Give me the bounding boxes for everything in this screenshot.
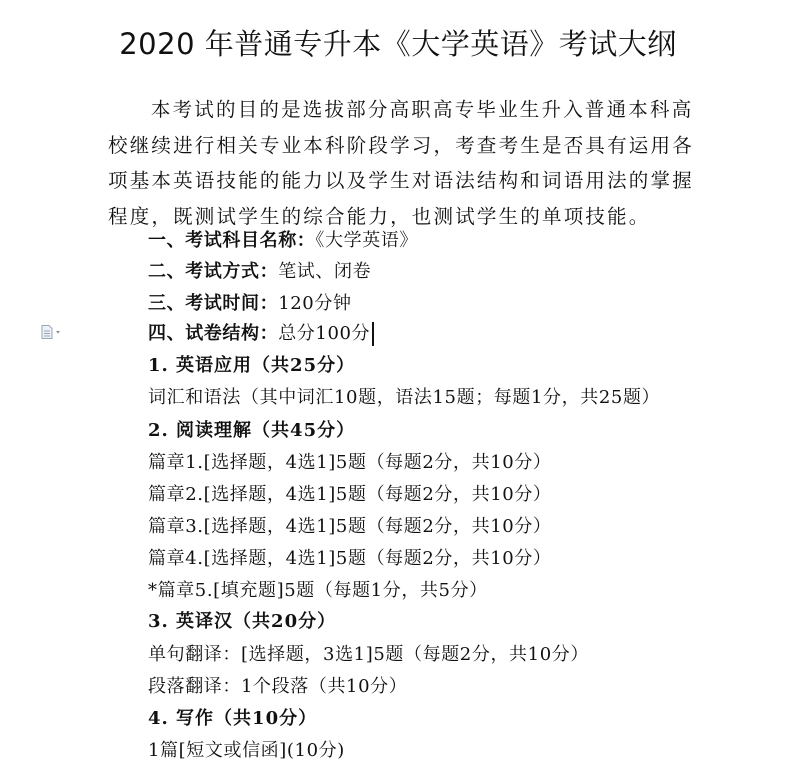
section-2-line[interactable]: 篇章1.[选择题，4选1]5题（每题2分，共10分） [148, 452, 552, 473]
item-label: 一、考试科目名称： [148, 230, 316, 251]
section-3-heading[interactable]: 3. 英译汉（共20分） [148, 611, 337, 632]
section-2-line[interactable]: *篇章5.[填充题]5题（每题1分，共5分） [148, 580, 488, 601]
item-method[interactable] [148, 259, 371, 285]
item-value: 笔试、闭卷 [278, 261, 372, 282]
item-label: 三、考试时间： [148, 293, 279, 314]
section-2-line[interactable]: 篇章4.[选择题，4选1]5题（每题2分，共10分） [148, 548, 552, 569]
section-2-line[interactable]: 篇章3.[选择题，4选1]5题（每题2分，共10分） [148, 516, 552, 537]
item-label: 二、考试方式： [148, 261, 279, 282]
item-time[interactable] [148, 291, 352, 317]
page-title: 2020 年普通专升本《大学英语》考试大纲 [119, 27, 677, 61]
section-1-heading[interactable]: 1. 英语应用（共25分） [148, 355, 356, 376]
section-2-heading[interactable]: 2. 阅读理解（共45分） [148, 420, 356, 441]
section-4-line[interactable]: 1篇[短文或信函](10分) [148, 740, 345, 761]
document-icon[interactable] [41, 325, 63, 339]
section-4-heading[interactable]: 4. 写作（共10分） [148, 708, 318, 729]
item-subject[interactable] [148, 228, 418, 254]
section-2-line[interactable]: 篇章2.[选择题，4选1]5题（每题2分，共10分） [148, 484, 552, 505]
item-value: 总分100分 [278, 323, 371, 344]
text-cursor [372, 322, 374, 346]
item-value: 120分钟 [278, 293, 352, 314]
item-label: 四、试卷结构： [148, 323, 279, 344]
item-structure[interactable] [148, 321, 374, 347]
section-3-line[interactable]: 段落翻译：1个段落（共10分） [148, 676, 408, 697]
section-3-line[interactable]: 单句翻译：[选择题，3选1]5题（每题2分，共10分） [148, 644, 589, 665]
intro-paragraph[interactable]: 本考试的目的是选拔部分高职高专毕业生升入普通本科高校继续进行相关专业本科阶段学习，考查考生是否具有运用各项基本英语技能的能力以及学生对语法结构和词语用法的掌握程度，既测试学生的综合能力，也测试学生的单项技能。 [108, 98, 694, 228]
section-1-line[interactable]: 词汇和语法（其中词汇10题，语法15题；每题1分，共25题） [148, 387, 661, 408]
item-value: 《大学英语》 [315, 230, 419, 251]
